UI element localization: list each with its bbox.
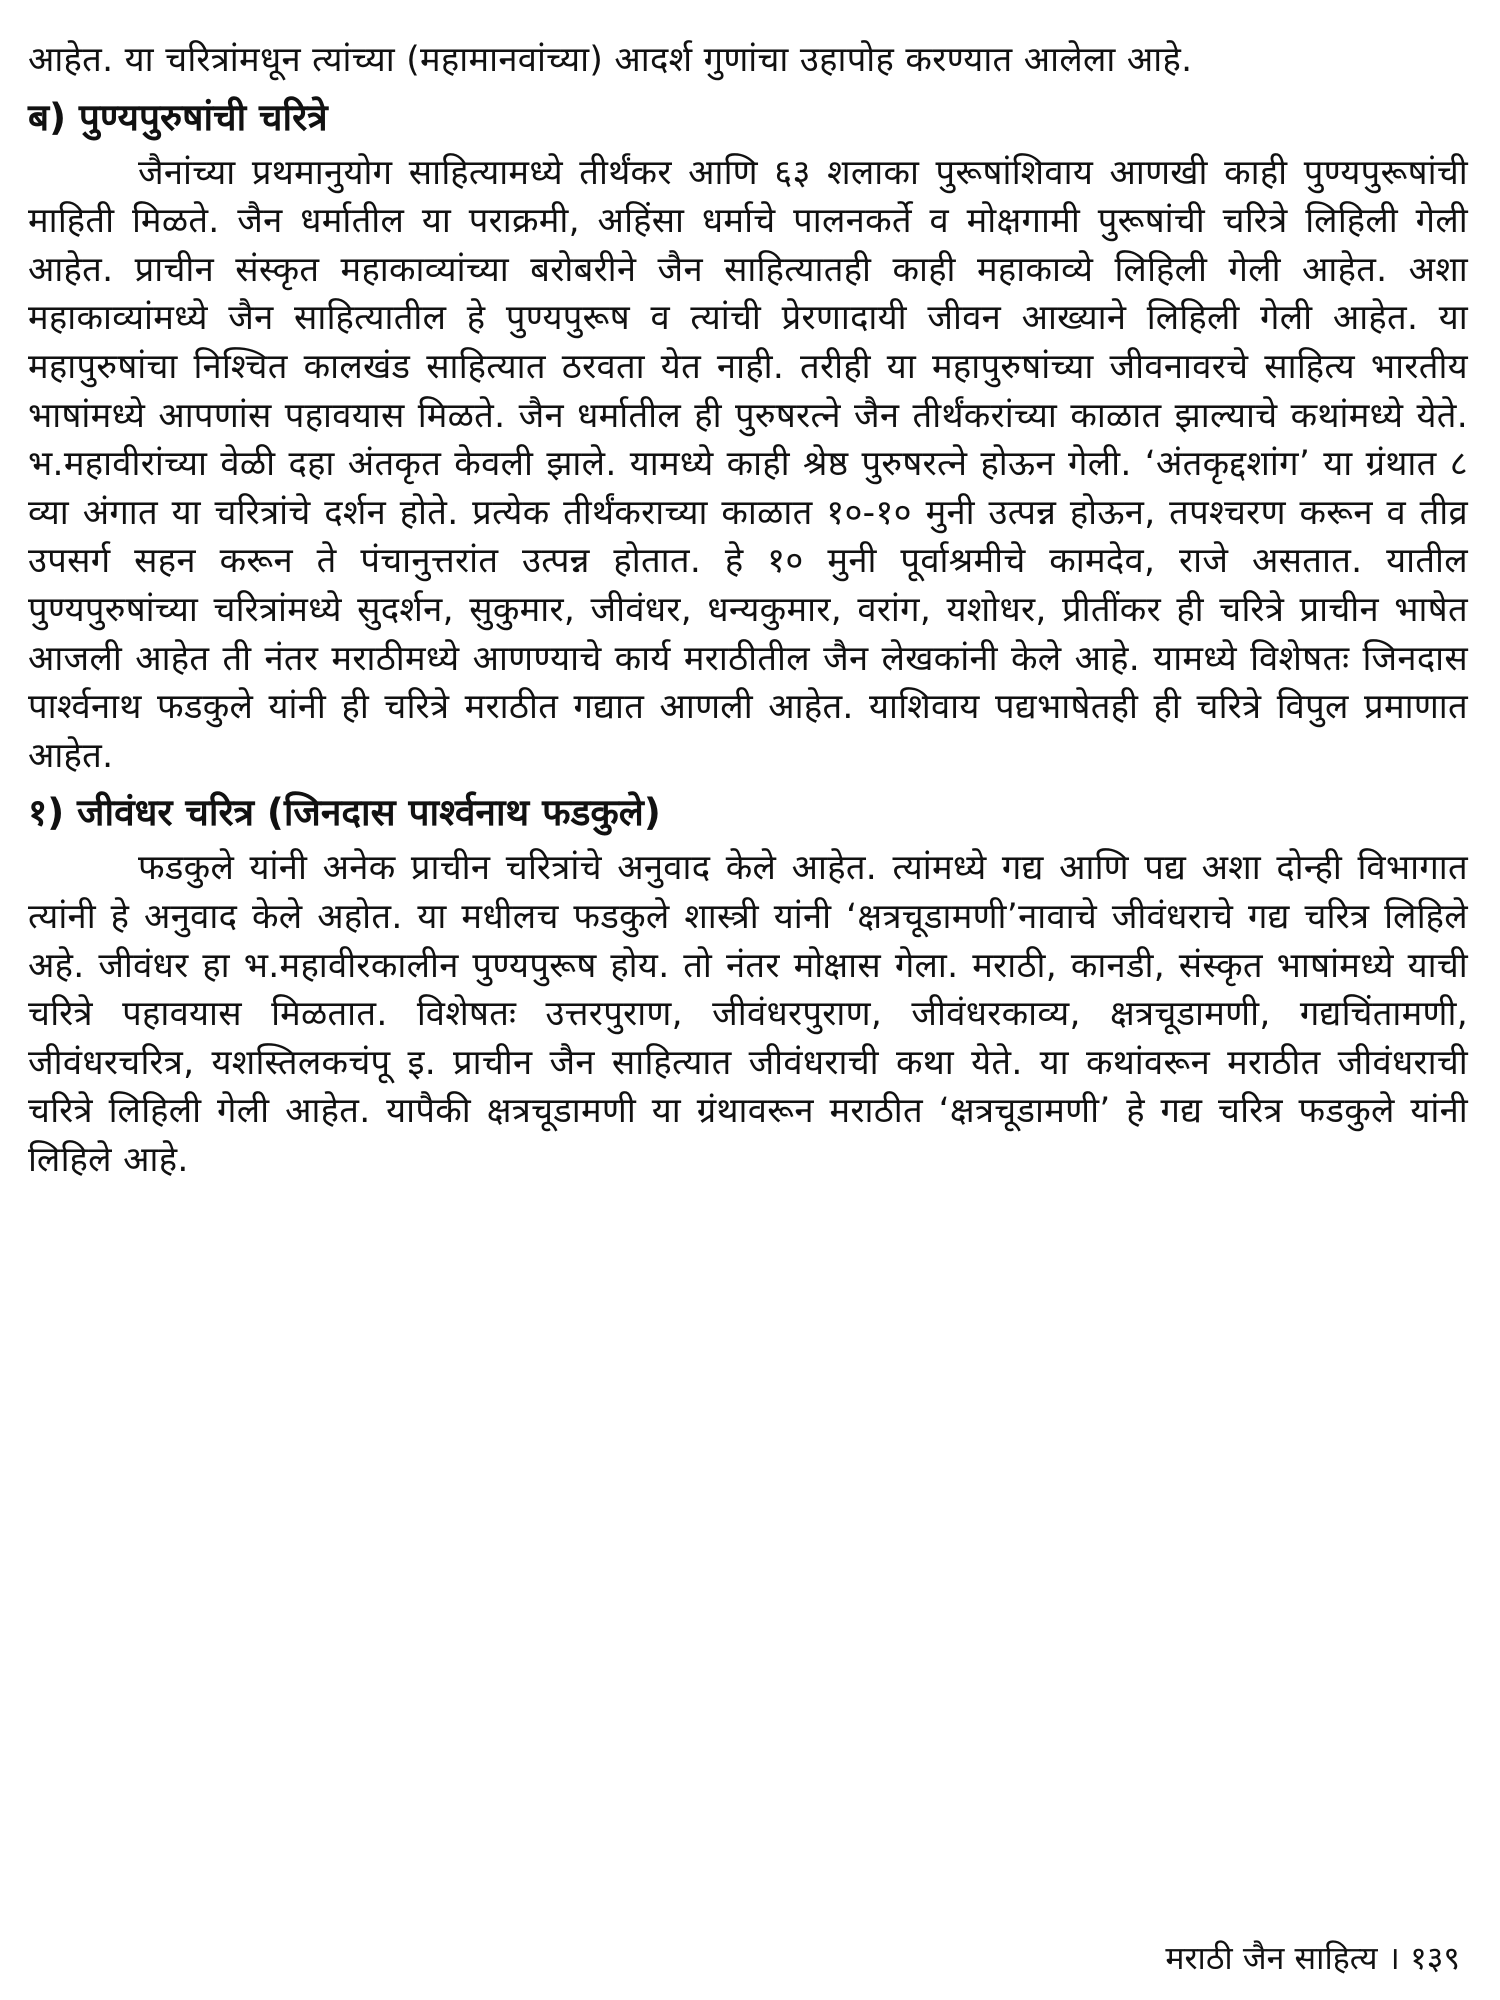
footer-page-number: १३९ [1410,1939,1460,1977]
section-1-heading: १) जीवंधर चरित्र (जिनदास पार्श्वनाथ फडकुले) [28,791,661,835]
section-1-paragraph: फडकुले यांनी अनेक प्राचीन चरित्रांचे अनुवाद केले आहेत. त्यांमध्ये गद्य आणि पद्य अशा दोन्ही विभागात त्यांनी हे अनुवाद केले अहोत. या मधीलच फडकुले शास्त्री यांनी ‘क्षत्रचूडामणी’नावाचे जीवंधराचे गद्य चरित्र लिहिले अहे. जीवंधर हा भ.महावीरकालीन पुण्यपुरूष होय. तो नंतर मोक्षास गेला. मराठी, कानडी, संस्कृत भाषांमध्ये याची चरित्रे पहावयास मिळतात. विशेषतः उत्तरपुराण, जीवंधरपुराण, जीवंधरकाव्य, क्षत्रचूडामणी, गद्यचिंतामणी, जीवंधरचरित्र, यशस्तिलकचंपू इ. प्राचीन जैन साहित्यात जीवंधराची कथा येते. या कथांवरून मराठीत जीवंधराची चरित्रे लिहिली गेली आहेत. यापैकी क्षत्रचूडामणी या ग्रंथावरून मराठीत ‘क्षत्रचूडामणी’ हे गद्य चरित्र फडकुले यांनी लिहिले आहे. [28,848,1468,1180]
page-footer [1165,1938,1460,1978]
section-b-paragraph: जैनांच्या प्रथमानुयोग साहित्यामध्ये तीर्थंकर आणि ६३ शलाका पुरूषांशिवाय आणखी काही पुण्यपुरूषांची माहिती मिळते. जैन धर्मातील या पराक्रमी, अहिंसा धर्माचे पालनकर्ते व मोक्षगामी पुरूषांची चरित्रे लिहिली गेली आहेत. प्राचीन संस्कृत महाकाव्यांच्या बरोबरीने जैन साहित्यातही काही महाकाव्ये लिहिली गेली आहेत. अशा महाकाव्यांमध्ये जैन साहित्यातील हे पुण्यपुरूष व त्यांची प्रेरणादायी जीवन आख्याने लिहिली गेली आहेत. या महापुरुषांचा निश्चित कालखंड साहित्यात ठरवता येत नाही. तरीही या महापुरुषांच्या जीवनावरचे साहित्य भारतीय भाषांमध्ये आपणांस पहावयास मिळते. जैन धर्मातील ही पुरुषरत्ने जैन तीर्थंकरांच्या काळात झाल्याचे कथांमध्ये येते. भ.महावीरांच्या वेळी दहा अंतकृत केवली झाले. यामध्ये काही श्रेष्ठ पुरुषरत्ने होऊन गेली. ‘अंतकृद्दशांग’ या ग्रंथात ८ व्या अंगात या चरित्रांचे दर्शन होते. प्रत्येक तीर्थंकराच्या काळात १०-१० मुनी उत्पन्न होऊन, तपश्चरण करून व तीव्र उपसर्ग सहन करून ते पंचानुत्तरांत उत्पन्न होतात. हे १० मुनी पूर्वाश्रमीचे कामदेव, राजे असतात. यातील पुण्यपुरुषांच्या चरित्रांमध्ये सुदर्शन, सुकुमार, जीवंधर, धन्यकुमार, वरांग, यशोधर, प्रीतींकर ही चरित्रे प्राचीन भाषेत आजली आहेत ती नंतर मराठीमध्ये आणण्याचे कार्य मराठीतील जैन लेखकांनी केले आहे. यामध्ये विशेषतः जिनदास पार्श्वनाथ फडकुले यांनी ही चरित्रे मराठीत गद्यात आणली आहेत. याशिवाय पद्यभाषेतही ही चरित्रे विपुल प्रमाणात आहेत. [28,152,1468,776]
page-content [28,36,1468,1184]
intro-paragraph: आहेत. या चरित्रांमधून त्यांच्या (महामानवांच्या) आदर्श गुणांचा उहापोह करण्यात आलेला आहे. [28,40,1193,80]
footer-separator: । [1387,1939,1400,1977]
footer-book-title: मराठी जैन साहित्य [1165,1939,1378,1977]
section-b-heading: ब) पुण्यपुरुषांची चरित्रे [28,95,328,139]
